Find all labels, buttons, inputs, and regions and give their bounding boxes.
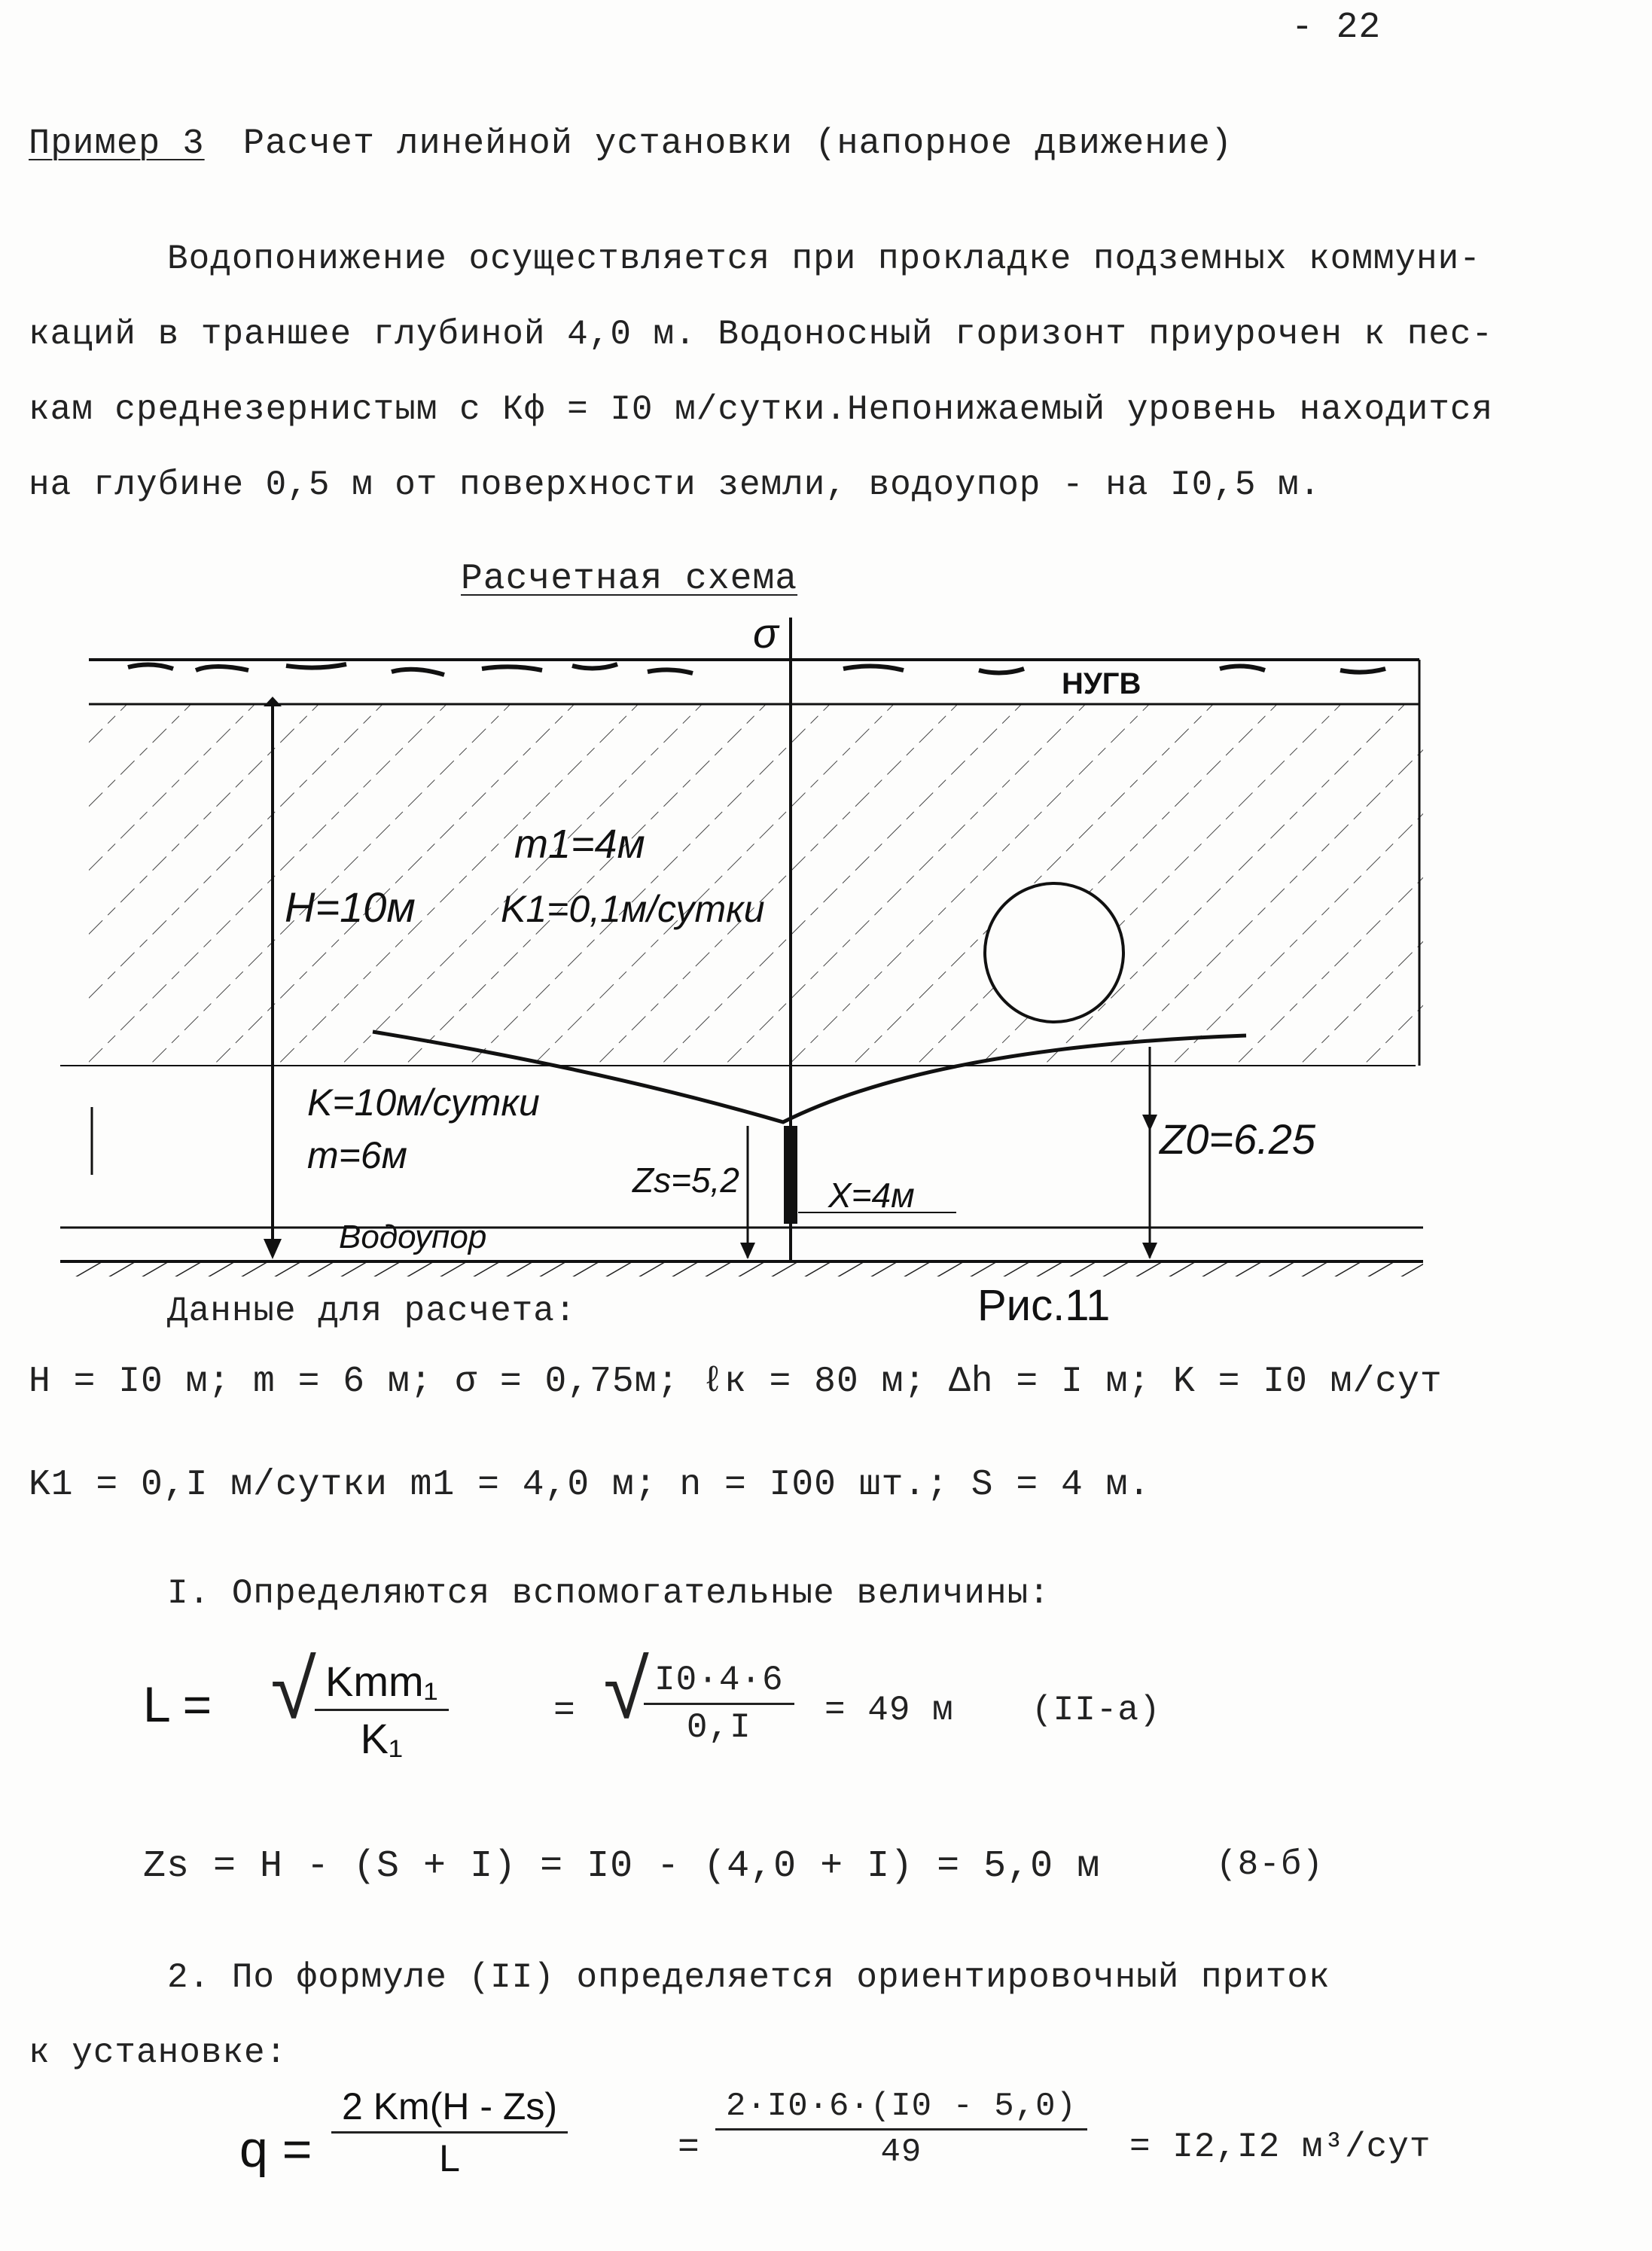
example-title-text: Расчет линейной установки (напорное движение) (242, 124, 1233, 164)
l-fraction-numeric (644, 1661, 794, 1747)
z0-arrow-bottom (1142, 1243, 1157, 1259)
x-label: X=4м (828, 1176, 915, 1215)
z0-label: Z0=6.25 (1160, 1115, 1316, 1163)
step2-line-1: 2. По формуле (II) определяется ориентировочный приток (167, 1958, 1330, 1997)
q-fraction-symbolic (331, 2085, 568, 2180)
sigma-label: σ (753, 609, 779, 657)
aquitard-label: Водоупор (339, 1219, 487, 1255)
q-denominator: L (439, 2137, 460, 2179)
well (784, 1126, 797, 1224)
h-label: H=10м (285, 883, 416, 931)
l-equals: = (553, 1691, 576, 1731)
scheme-title: Расчетная схема (461, 559, 798, 599)
q-numerator: 2 Km(H - Zs) (331, 2085, 568, 2134)
h-arrow-top (264, 697, 282, 706)
step2-line-2: к установке: (29, 2033, 288, 2073)
zs-arrow-bottom (740, 1243, 755, 1259)
page-number: - 22 (1291, 8, 1382, 48)
pipe-circle (985, 883, 1123, 1022)
h-arrow-bottom (264, 1239, 282, 1259)
q-formula-lhs: q = (239, 2121, 312, 2178)
l-numerator: Kmm₁ (315, 1657, 449, 1711)
zs-formula-ref: (8-б) (1216, 1845, 1324, 1884)
l-numerator-numeric: I0·4·6 (644, 1661, 794, 1705)
q-denominator-numeric: 49 (880, 2134, 922, 2171)
example-label: Пример 3 (29, 124, 205, 164)
q-equals: = (678, 2127, 700, 2168)
k1-label: K1=0,1м/сутки (501, 888, 765, 930)
q-fraction-numeric (715, 2088, 1087, 2171)
params-line-2: K1 = 0,I м/сутки m1 = 4,0 м; n = I00 шт.; S = 4 м. (29, 1465, 1151, 1505)
intro-line-4: на глубине 0,5 м от поверхности земли, водоупор - на I0,5 м. (29, 465, 1321, 505)
sqrt-sign-2: √ (602, 1649, 654, 1743)
zs-label: Zs=5,2 (632, 1161, 739, 1200)
zs-formula: Zs = H - (S + I) = I0 - (4,0 + I) = 5,0 м (143, 1845, 1101, 1888)
figure-caption: Рис.11 (977, 1281, 1111, 1330)
m1-label: m1=4м (514, 822, 645, 867)
z0-arrow-mid (1142, 1115, 1157, 1131)
soil-marks (128, 664, 1385, 675)
step1-heading: I. Определяются вспомогательные величины: (167, 1574, 1050, 1613)
k-label: K=10м/сутки (307, 1081, 540, 1124)
l-denominator: K₁ (360, 1715, 403, 1762)
l-formula-ref: (II-а) (1032, 1691, 1161, 1730)
data-heading: Данные для расчета: (167, 1292, 577, 1331)
aquitard-hatch (68, 1263, 1423, 1276)
intro-line-3: кам среднезернистым с Кф = I0 м/сутки.Непонижаемый уровень находится (29, 390, 1494, 429)
sqrt-sign-1: √ (270, 1649, 321, 1743)
l-fraction-symbolic (315, 1657, 449, 1763)
q-numerator-numeric: 2·I0·6·(I0 - 5,0) (715, 2088, 1087, 2131)
l-formula-lhs: L = (143, 1676, 212, 1732)
l-result: = 49 м (824, 1691, 954, 1730)
l-denominator-numeric: 0,I (686, 1708, 751, 1747)
m-label: m=6м (307, 1134, 407, 1176)
params-line-1: H = I0 м; m = 6 м; σ = 0,75м; ℓк = 80 м; Δh = I м; K = I0 м/сут (29, 1362, 1443, 1402)
nugv-label: НУГВ (1062, 667, 1141, 700)
intro-line-2: каций в траншее глубиной 4,0 м. Водоносный горизонт приурочен к пес- (29, 315, 1494, 354)
q-result: = I2,I2 м³/сут (1129, 2127, 1431, 2167)
intro-line-1: Водопонижение осуществляется при прокладке подземных коммуни- (167, 239, 1481, 279)
